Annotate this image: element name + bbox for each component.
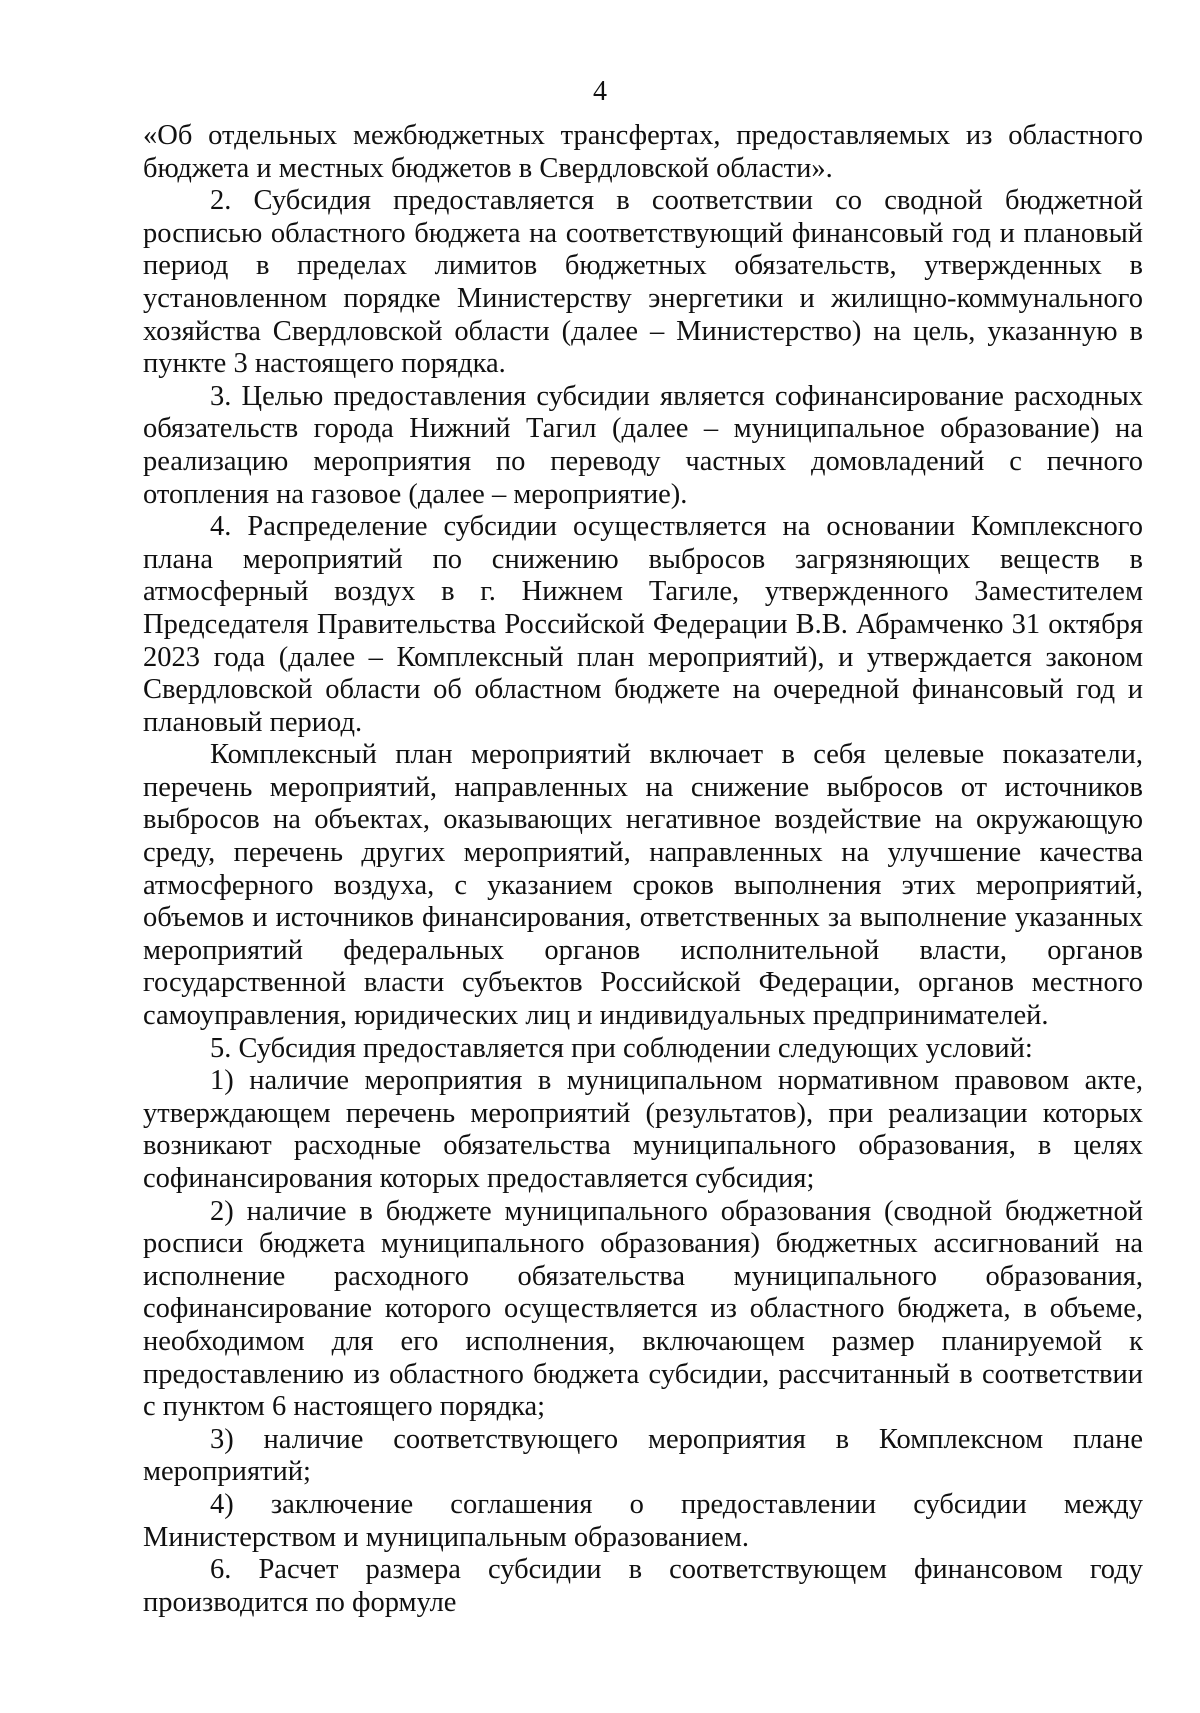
paragraph-condition-1: 1) наличие мероприятия в муниципальном нормативном правовом акте, утверждающем перечень мероприятий (результатов), при реализации которых возникают расходные обязательства муниципального образования, в целях софинансирования которых предоставляется субсидия; [143, 1065, 1143, 1194]
paragraph-item-2: 2. Субсидия предоставляется в соответствии со сводной бюджетной росписью областного бюджета на соответствующий финансовый год и плановый период в пределах лимитов бюджетных обязательств, утвержденных в установленном порядке Министерству энергетики и жилищно-коммунального хозяйства Свердловской области (далее – Министерство) на цель, указанную в пункте 3 настоящего порядка. [143, 185, 1143, 380]
paragraph-condition-2: 2) наличие в бюджете муниципального образования (сводной бюджетной росписи бюджета муниципального образования) бюджетных ассигнований на исполнение расходного обязательства муниципального образования, софинансирование которого осуществляется из областного бюджета, в объеме, необходимом для его исполнения, включающем размер планируемой к предоставлению из областного бюджета субсидии, рассчитанный в соответствии с пунктом 6 настоящего порядка; [143, 1195, 1143, 1423]
paragraph-item-6: 6. Расчет размера субсидии в соответствующем финансовом году производится по формуле [143, 1554, 1143, 1618]
page-number: 4 [593, 76, 607, 107]
paragraph-item-3: 3. Целью предоставления субсидии является софинансирование расходных обязательств города Нижний Тагил (далее – муниципальное образование) на реализацию мероприятия по переводу частных домовладений с печного отопления на газовое (далее – мероприятие). [143, 380, 1143, 510]
paragraph-condition-4: 4) заключение соглашения о предоставлении субсидии между Министерством и муниципальным образованием. [143, 1488, 1143, 1553]
paragraph-item-5: 5. Субсидия предоставляется при соблюдении следующих условий: [210, 1032, 1033, 1064]
paragraph-condition-3: 3) наличие соответствующего мероприятия в Комплексном плане мероприятий; [143, 1423, 1143, 1488]
paragraph-item-4: 4. Распределение субсидии осуществляется на основании Комплексного плана мероприятий по снижению выбросов загрязняющих веществ в атмосферный воздух в г. Нижнем Тагиле, утвержденного Заместителем Председателя Правительства Российской Федерации В.В. Абрамченко 31 октября 2023 года (далее – Комплексный план мероприятий), и утверждается законом Свердловской области об областном бюджете на очередной финансовый год и плановый период. [143, 511, 1143, 738]
paragraph-complex-plan-description: Комплексный план мероприятий включает в себя целевые показатели, перечень мероприятий, направленных на снижение выбросов от источников выбросов на объектах, оказывающих негативное воздействие на окружающую среду, перечень других мероприятий, направленных на улучшение качества атмосферного воздуха, с указанием сроков выполнения этих мероприятий, объемов и источников финансирования, ответственных за выполнение указанных мероприятий федеральных органов исполнительной власти, органов государственной власти субъектов Российской Федерации, органов местного самоуправления, юридических лиц и индивидуальных предпринимателей. [143, 739, 1143, 1032]
paragraph-law-title-continuation: «Об отдельных межбюджетных трансфертах, предоставляемых из областного бюджета и местных бюджетов в Свердловской области». [143, 120, 1143, 184]
document-body [143, 120, 1143, 1619]
